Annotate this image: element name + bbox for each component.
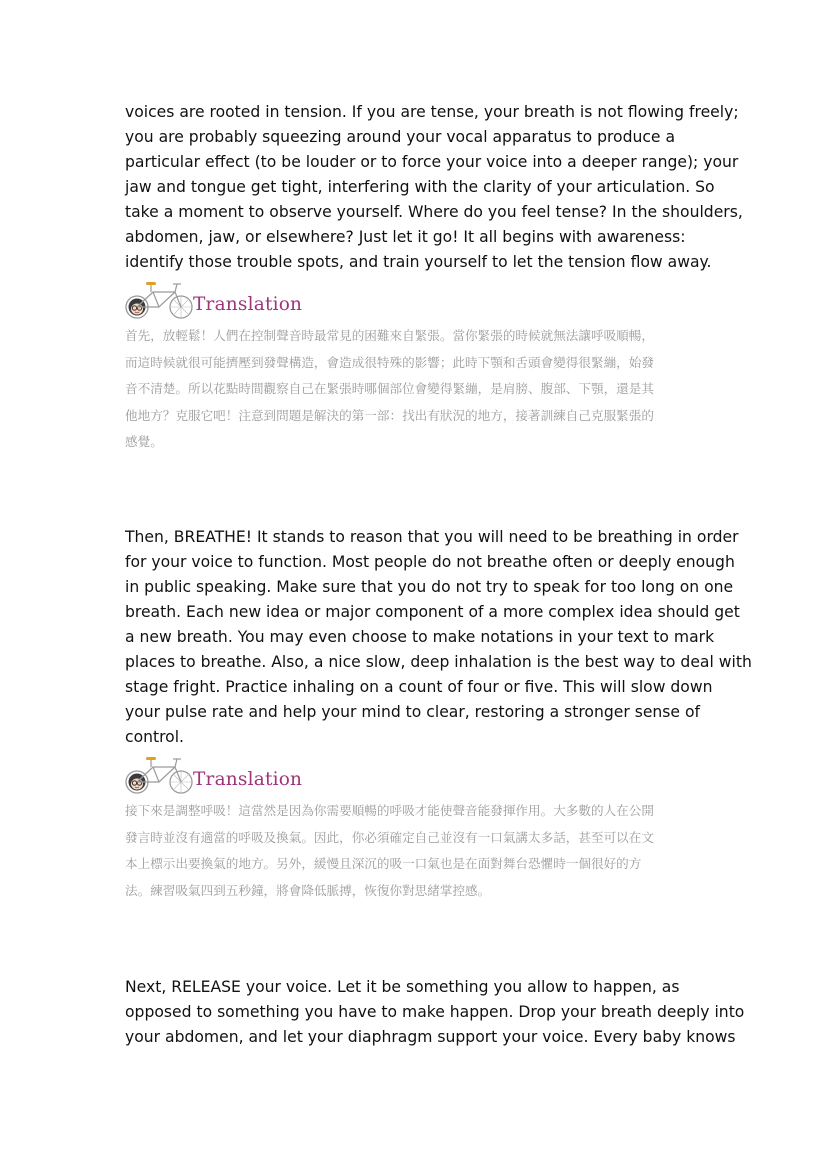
text-line: for your voice to function. Most people do not breathe often or deeply enough xyxy=(125,553,735,571)
text-line: 接下來是調整呼吸！這當然是因為你需要順暢的呼吸才能使聲音能發揮作用。大多數的人在公開 xyxy=(125,803,654,818)
text-line: stage fright. Practice inhaling on a count of four or five. This will slow down xyxy=(125,678,713,696)
text-line: particular effect (to be louder or to force your voice into a deeper range); your xyxy=(125,153,739,171)
translation-badge xyxy=(123,755,303,797)
text-line: identify those trouble spots, and train yourself to let the tension flow away. xyxy=(125,253,712,271)
paragraph-english-2 xyxy=(125,525,752,750)
text-line: control. xyxy=(125,728,185,746)
text-line: Then, BREATHE! It stands to reason that you will need to be breathing in order xyxy=(125,528,739,546)
text-line: 感覺。 xyxy=(125,434,163,449)
text-line: in public speaking. Make sure that you do not try to speak for too long on one xyxy=(125,578,734,596)
text-line: a new breath. You may even choose to make notations in your text to mark xyxy=(125,628,715,646)
text-line: voices are rooted in tension. If you are tense, your breath is not flowing freely; xyxy=(125,103,739,121)
text-line: your pulse rate and help your mind to clear, restoring a stronger sense of xyxy=(125,703,701,721)
paragraph-chinese-2 xyxy=(125,798,715,904)
translation-badge xyxy=(123,280,303,322)
text-line: abdomen, jaw, or elsewhere? Just let it go! It all begins with awareness: xyxy=(125,228,686,246)
text-line: 而這時候就很可能擠壓到發聲構造，會造成很特殊的影響；此時下顎和舌頭會變得很緊繃，始發 xyxy=(125,354,654,370)
paragraph-chinese-1 xyxy=(125,323,715,456)
text-line: 發言時並沒有適當的呼吸及換氣。因此，你必須確定自己並沒有一口氣講太多話，甚至可以在文 xyxy=(125,829,654,845)
text-line: places to breathe. Also, a nice slow, deep inhalation is the best way to deal with xyxy=(125,653,752,671)
text-line: 他地方？克服它吧！注意到問題是解決的第一部：找出有狀況的地方，接著訓練自己克服緊張的 xyxy=(125,407,654,423)
text-line: you are probably squeezing around your vocal apparatus to produce a xyxy=(125,128,676,146)
translation-label: Translation xyxy=(193,769,303,790)
text-line: your abdomen, and let your diaphragm support your voice. Every baby knows xyxy=(125,1028,736,1046)
text-line: Next, RELEASE your voice. Let it be something you allow to happen, as xyxy=(125,978,680,996)
text-line: 首先，放輕鬆！人們在控制聲音時最常見的困難來自緊張。當你緊張的時候就無法讓呼吸順暢， xyxy=(125,328,654,343)
text-line: 音不清楚。所以花點時間觀察自己在緊張時哪個部位會變得緊繃，是肩膀、腹部、下顎，還是其 xyxy=(125,381,654,396)
text-line: breath. Each new idea or major component of a more complex idea should get xyxy=(125,603,740,621)
text-line: 法。練習吸氣四到五秒鐘，將會降低脈搏，恢復你對思緒掌控感。 xyxy=(125,882,491,898)
text-line: jaw and tongue get tight, interfering with the clarity of your articulation. So xyxy=(125,178,715,196)
text-line: opposed to something you have to make happen. Drop your breath deeply into xyxy=(125,1003,745,1021)
text-line: 本上標示出要換氣的地方。另外，緩慢且深沉的吸一口氣也是在面對舞台恐懼時一個很好的方 xyxy=(125,856,642,871)
paragraph-english-1 xyxy=(125,100,743,275)
text-line: take a moment to observe yourself. Where do you feel tense? In the shoulders, xyxy=(125,203,743,221)
translation-label: Translation xyxy=(193,294,303,315)
paragraph-english-3 xyxy=(125,975,745,1050)
